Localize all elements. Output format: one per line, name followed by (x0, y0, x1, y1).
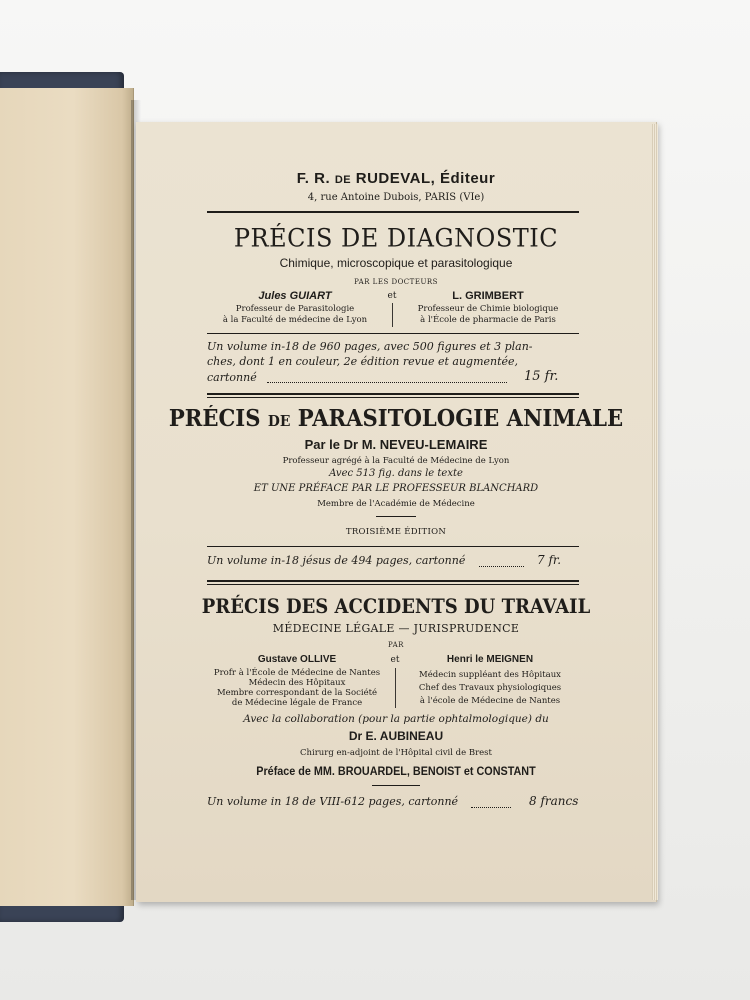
section3-author2-role3: à l'école de Médecine de Nantes (419, 696, 561, 706)
section3-by: PAR (388, 641, 404, 649)
section1-author1-role1: Professeur de Parasitologie (235, 304, 355, 314)
section3-collab-name: Dr E. AUBINEAU (348, 729, 444, 743)
publisher-initials: F. R. (296, 170, 331, 187)
section2-role: Professeur agrégé à la Faculté de Médecine de Lyon (282, 456, 510, 466)
section3-preface: Préface de MM. BROUARDEL, BENOIST et CONSTANT (256, 764, 536, 778)
publisher-address: 4, rue Antoine Dubois, PARIS (VIe) (307, 192, 485, 203)
section3-title: PRÉCIS DES ACCIDENTS DU TRAVAIL (201, 594, 591, 618)
section1-desc1: Un volume in-18 de 960 pages, avec 500 figures et 3 plan- (207, 340, 533, 353)
section2-figs: Avec 513 fig. dans le texte (329, 468, 463, 479)
section2-thin-rule (207, 546, 579, 547)
section2-title-a: PRÉCIS (168, 405, 261, 432)
section3-author1-role1: Profr à l'École de Médecine de Nantes (213, 668, 381, 678)
section1-subtitle: Chimique, microscopique et parasitologique (279, 256, 513, 270)
section1-thin-rule (207, 333, 579, 334)
section3-desc: Un volume in 18 de VIII-612 pages, cartonné (207, 795, 459, 808)
section3-subtitle: MÉDECINE LÉGALE — JURISPRUDENCE (272, 622, 520, 635)
section1-conj: et (387, 291, 397, 301)
section3-collab: Avec la collaboration (pour la partie ophtalmologique) du (243, 713, 549, 725)
section3-author2-role1: Médecin suppléant des Hôpitaux (419, 670, 561, 680)
section3-conj: et (390, 655, 400, 665)
section3-short-rule (372, 785, 420, 786)
section3-author1-role2: Médecin des Hôpitaux (248, 678, 346, 688)
section2-preface: ET UNE PRÉFACE PAR LE PROFESSEUR BLANCHARD (253, 483, 539, 494)
section1-author1: Jules GUIART (258, 290, 332, 302)
section1-author2-role1: Professeur de Chimie biologique (417, 304, 559, 314)
section2-leader-dots (479, 566, 524, 567)
publisher-role: Éditeur (440, 170, 496, 187)
section2-title-c: PARASITOLOGIE ANIMALE (297, 405, 624, 432)
section2-price: 7 fr. (537, 553, 562, 567)
section3-leader-dots (471, 807, 511, 808)
section3-author1-role4: de Médecine légale de France (231, 698, 363, 708)
section2-desc: Un volume in-18 jésus de 494 pages, cartonné (207, 554, 466, 567)
section1-leader-dots (267, 382, 507, 383)
section1-desc3: cartonné (207, 371, 257, 384)
section1-author2: L. GRIMBERT (452, 290, 524, 302)
section2-title-b: DE (267, 412, 291, 430)
section2-title (157, 405, 635, 432)
section1-end-rule2 (207, 397, 579, 398)
section1-desc2: ches, dont 1 en couleur, 2e édition revue et augmentée, (207, 355, 519, 368)
publisher-lastname: RUDEVAL, (355, 170, 436, 187)
section3-author1: Gustave OLLIVE (257, 654, 337, 665)
section1-divider (392, 303, 393, 327)
section2-end-rule2 (207, 584, 579, 585)
section1-by: PAR LES DOCTEURS (354, 278, 438, 286)
section3-author2: Henri le MEIGNEN (446, 654, 534, 665)
section1-author2-role2: à l'École de pharmacie de Paris (420, 315, 556, 325)
section1-price: 15 fr. (524, 369, 559, 384)
section1-author1-role2: à la Faculté de médecine de Lyon (222, 315, 368, 325)
section3-author1-role3: Membre correspondant de la Société (216, 688, 378, 698)
left-page (0, 88, 134, 906)
section1-title: PRÉCIS DE DIAGNOSTIC (233, 223, 559, 253)
publisher-line (136, 170, 656, 187)
section2-short-rule (376, 516, 416, 517)
section3-collab-role: Chirurg en-adjoint de l'Hôpital civil de Brest (300, 748, 492, 758)
section2-end-rule (207, 580, 579, 582)
section3-price: 8 francs (529, 794, 579, 808)
section3-divider (395, 668, 396, 708)
section3-author2-role2: Chef des Travaux physiologiques (418, 683, 562, 693)
section2-edition: TROISIÈME ÉDITION (345, 527, 447, 537)
section2-preface-role: Membre de l'Académie de Médecine (317, 499, 475, 509)
publisher-particle: DE (334, 174, 352, 186)
section1-end-rule (207, 393, 579, 395)
section2-author: Par le Dr M. NEVEU-LEMAIRE (304, 437, 488, 452)
header-rule (207, 211, 579, 213)
